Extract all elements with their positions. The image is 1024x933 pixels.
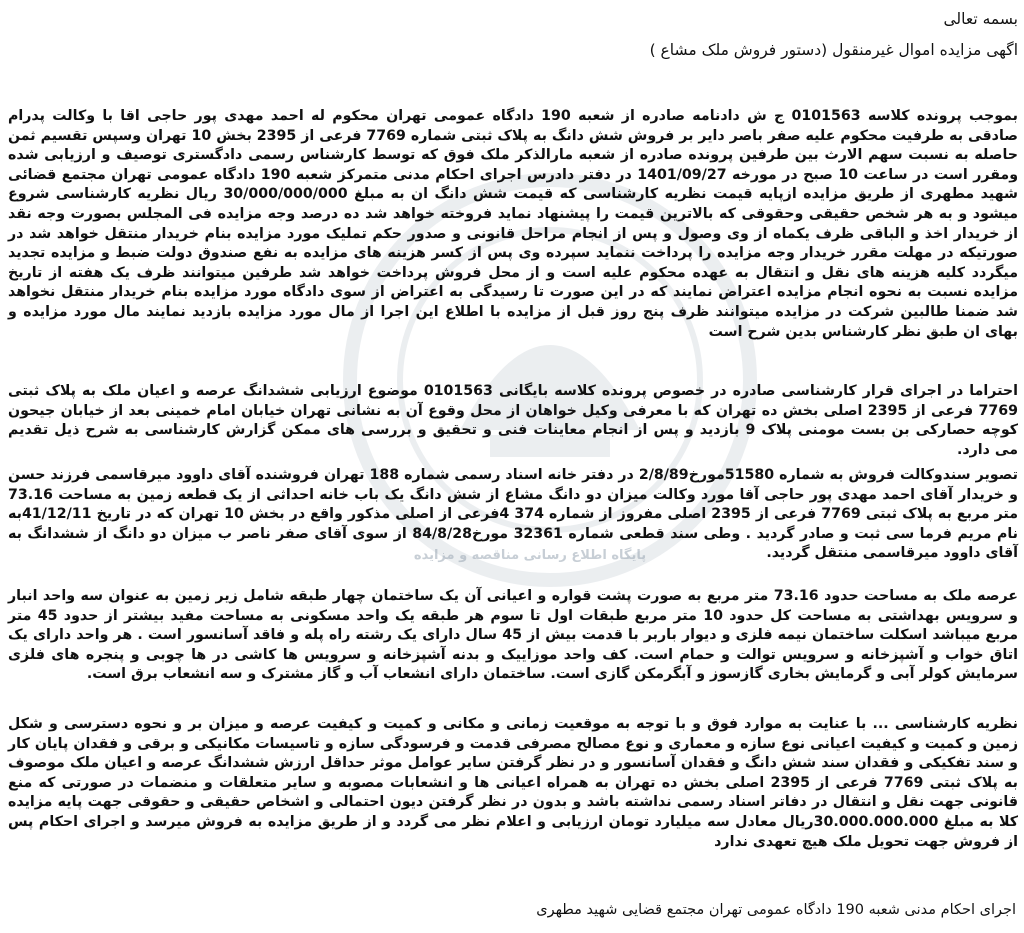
paragraph-property-description: عرصه ملک به مساحت حدود 73.16 متر مربع به صورت پشت قواره و اعیانی آن یک ساختمان چهار طبقه شامل زیر زمین به عنوان سه واحد انبار و سرویس بهداشتی به مساحت کل حدود 10 متر مربع طبقات اول تا سوم هر طبقه یک واحد مسکونی به مساحت مفید بیشتر از حدود 45 متر مربع میباشد اسکلت ساختمان نیمه فلزی و دیوار باربر با قدمت بیش از 45 سال دارای یک رشته راه پله و فاقد آسانسور است . هر واحد دارای یک اتاق خواب و آشپزخانه و سرویس توالت و حمام است. کف واحد موزاییک و بدنه آشپزخانه و سرویس ها کاشی در ها چوبی و پنجره های فلزی سرمایش کولر آبی و گرمایش بخاری گازسوز و آبگرمکن گازی است. ساختمان دارای انشعاب آب و گاز مشترک و سه انشعاب برق است.: [8, 588, 1019, 683]
paragraph-expert-opinion: نظریه کارشناسی ... با عنایت به موارد فوق و با توجه به موقعیت زمانی و مکانی و کمیت و کیفیت عرصه و میزان بر و نحوه دسترسی و شکل زمین و کمیت و کیفیت اعیانی نوع سازه و معماری و نوع مصالح مصرفی قدمت و فرسودگی سازه و تاسیسات مکانیکی و برقی و فقدان پایان کار و سند تفکیکی و فقدان سند شش دانگ و فقدان آسانسور و در نظر گرفتن سایر عوامل موثر حداقل ارزش ششدانگ عرصه و اعیان ملک موصوف به پلاک ثبتی 7769 فرعی از 2395 اصلی بخش ده تهران به همراه اعیانی ها و انشعابات مصوبه و سایر متعلقات و منضمات در صورتی که منع قانونی جهت نقل و انتقال در دفاتر اسناد رسمی نداشته باشد و بدون در نظر گرفتن دیون احتمالی و اشخاص حقیقی و حقوقی جهت پایه مزایده کلا به مبلغ 30.000.000.000ریال معادل سه میلیارد تومان ارزیابی و اعلام نظر می گردد و از طریق مزایده به فروش میرسد و اجرای احکام پس از فروش جهت تحویل ملک هیچ تعهدی ندارد: [8, 716, 1018, 850]
notice-title: اگهی مزایده اموال غیرمنقول (دستور فروش ملک مشاع ): [649, 41, 1018, 59]
watermark-text: پایگاه اطلاع رسانی مناقصه و مزایده: [413, 548, 647, 563]
basmala-heading: بسمه تعالی: [943, 10, 1018, 28]
paragraph-case-details: بموجب پرونده کلاسه 0101563 ج ش دادنامه صادره از شعبه 190 دادگاه عمومی تهران محکوم له احمد مهدی پور حاجی اقا با وکالت پدرام صادقی به طرفیت محکوم علیه صفر باصر دایر بر فروش شش دانگ به پلاک ثبتی شماره 7769 فرعی از 2395 بخش 10 تهران وسپس تقسیم ثمن حاصله به نسبت سهم الارث بین طرفین پرونده صادره از شعبه مارالذکر ملک فوق که توسط کارشناس رسمی دادگستری توصیف و ارزیابی شده ومقرر است در ساعت 10 صبح در مورخه 1401/09/27 در دفتر دادرس اجرای احکام مدنی متمرکز شعبه 190 دادگاه عمومی تهران مجتمع قضائی شهید مطهری از طریق مزایده ازپایه قیمت نظریه کارشناسی که قیمت شش دانگ ان به مبلغ 30/000/000/000 ریال نظریه کارشناسی شروع میشود و به هر شخص حقیقی وحقوقی که بالاترین قیمت را پیشنهاد نماید فروخته خواهد شد ده درصد وجه مزایده فی المجلس بصورت وجه نقد از خریدار اخذ و الباقی ظرف یکماه از وی وصول و پس از انجام مراحل قانونی و صدور حکم تملیک مورد مزایده بنام خریدار منتقل خواهد شد در صورتیکه در مهلت مقرر خریدار وجه مزایده را پرداخت ننماید سپرده وی پس از کسر هزینه های مزایده به نفع صندوق دولت ضبط و مزایده تجدید میگردد کلیه هزینه های نقل و انتقال به عهده محکوم علیه است و از محل فروش پرداخت خواهد شد طرفین میتوانند ظرف یک هفته از تاریخ مزایده نسبت به نحوه انجام مزایده اعتراض نمایند که در این صورت تا رسیدگی به اعتراض از سوی دادگاه مورد مزایده بنام خریدار منتقل نخواهد شد ضمنا طالبین شرکت در مزایده میتوانند ظرف پنج روز قبل از مزایده با اطلاع این اجرا از مال مورد مزایده بازدید نمایند مال مورد مزایده و بهای ان طبق نظر کارشناس بدین شرح است: [8, 108, 1019, 340]
issuer-signature: اجرای احکام مدنی شعبه 190 دادگاه عمومی تهران مجتمع قضایی شهید مطهری: [536, 902, 1016, 918]
paragraph-power-of-attorney: تصویر سندوکالت فروش به شماره 51580مورخ2/8/89 در دفتر خانه اسناد رسمی شماره 188 تهران فروشنده آقای داوود میرقاسمی فرزند حسن و خریدار آقای احمد مهدی پور حاجی آقا مورد وکالت میزان دو دانگ مشاع از شش دانگ یک باب خانه احداثی از یک قطعه زمین به مساحت 73.16 متر مربع به پلاک ثبتی 7769 فرعی از 2395 اصلی مفروز از شماره 374 4فرعی از اصلی مذکور واقع در بخش 10 تهران که در تاریخ 41/12/11به نام مریم فرما سی ثبت و صادر گردید . وطی سند قطعی شماره 32361 مورخ84/8/28 از سوی آقای صفر ناصر ب میزان دو دانگ از ششدانگ به آقای داوود میرقاسمی منتقل گردید.: [8, 467, 1019, 562]
paragraph-expert-assignment: احتراما در اجرای قرار کارشناسی صادره در خصوص پرونده کلاسه بایگانی 0101563 موضوع ارزیابی ششدانگ عرصه و اعیان ملک به پلاک ثبتی 7769 فرعی از 2395 اصلی بخش ده تهران که با معرفی وکیل خواهان از محل وقوع آن به نشانی تهران خیابان امام خمینی بعد از خیابان جیحون کوچه حصارکی بن بست مومنی پلاک 9 بازدید و پس از انجام معاینات فنی و تحقیق و بررسی های ممکن گزارش کارشناسی به شرح ذیل تقدیم می دارد.: [8, 383, 1019, 458]
